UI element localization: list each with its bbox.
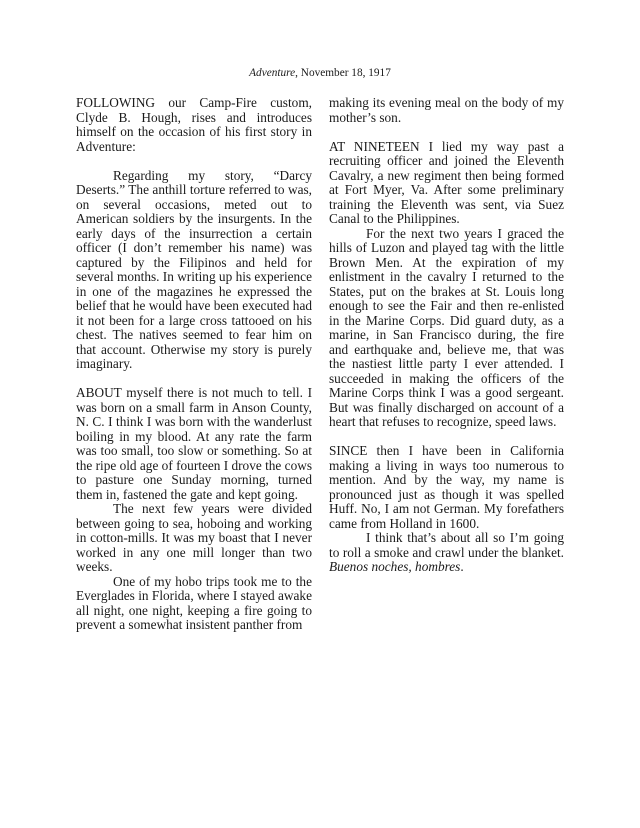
page-header [0, 66, 640, 80]
paragraph-about-myself: ABOUT myself there is not much to tell. I was born on a small farm in Anson County, N. C. I think I was born with the wanderlust boiling in my blood. At any rate the farm was too small, too slow or something. So at the ripe old age of fourteen I drove the cows to pasture one Sunday morning, turned them in, fastened the gate and kept going. [76, 385, 312, 502]
paragraph-closing [329, 531, 564, 575]
paragraph-since-then: SINCE then I have been in California making a living in ways too numerous to mention. And by the way, my name is pronounced just as though it was spelled Huff. No, I am not German. My forefathers came from Holland in 1600. [329, 443, 564, 531]
issue-date: , November 18, 1917 [295, 67, 391, 79]
paragraph-continuation: making its evening meal on the body of my mother’s son. [329, 95, 564, 125]
paragraph-regarding-story: Regarding my story, “Darcy Deserts.” The anthill torture referred to was, on several occasions, meted out to American soldiers by the insurgents. In the early days of the insurrection a certain officer (I don’t remember his name) was captured by the Filipinos and held for several months. In writing up his experience in one of the magazines he expressed the belief that he would have been executed had it not been for a large cross tattooed on his chest. The natives seemed to fear him on that account. Otherwise my story is purely imaginary. [76, 167, 312, 371]
paragraph-next-two-years: For the next two years I graced the hills of Luzon and played tag with the little Brown Men. At the expiration of my enlistment in the cavalry I returned to the States, put on the brakes at St. Louis long enough to see the Fair and then re-enlisted in the Marine Corps. Did guard duty, as a marine, in San Francisco during, the fire and earthquake and, believe me, that was the nastiest little party I ever attended. I succeeded in making the officers of the Marine Corps think I was a good sergeant. But was finally discharged on account of a heart that refuses to recognize, speed laws. [329, 225, 564, 429]
right-column [329, 96, 564, 575]
publication-title: Adventure [249, 67, 296, 79]
closing-spanish-phrase: Buenos noches, hombres [329, 559, 461, 574]
left-column [76, 96, 312, 633]
paragraph-at-nineteen: AT NINETEEN I lied my way past a recruiting officer and joined the Eleventh Cavalry, a new regiment then being formed at Fort Myer, Va. After some preliminary training the Eleventh was sent, via Suez Canal to the Philippines. [329, 138, 564, 226]
closing-period: . [460, 559, 464, 574]
paragraph-next-few-years: The next few years were divided between going to sea, hoboing and working in cotton-mills. It was my boast that I never worked in any one mill longer than two weeks. [76, 501, 312, 574]
paragraph-intro: FOLLOWING our Camp-Fire custom, Clyde B. Hough, rises and introduces himself on the occasion of his first story in Adventure: [76, 95, 312, 154]
closing-text: I think that’s about all so I’m going to roll a smoke and crawl under the blanket. [329, 530, 564, 560]
paragraph-hobo-trips: One of my hobo trips took me to the Everglades in Florida, where I stayed awake all night, one night, keeping a fire going to prevent a somewhat insistent panther from [76, 573, 312, 632]
